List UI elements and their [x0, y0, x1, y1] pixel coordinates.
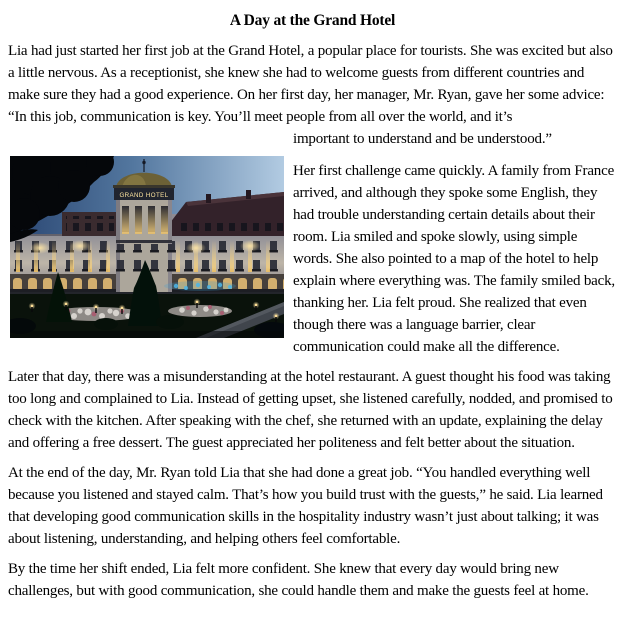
hotel-sign-text: GRAND HOTEL [119, 192, 169, 199]
paragraph-3: Later that day, there was a misunderstanding at the hotel restaurant. A guest thought his food was taking too long and complained to Lia. Instead of getting upset, she listened carefully, nodded, and promised to check with the kitchen. After speaking with the chef, she returned with an update, explaining the delay and offering a free dessert. The guest appreciated her politeness and felt better about the situation. [8, 369, 613, 451]
page-title: A Day at the Grand Hotel [229, 12, 396, 29]
photo-fountain-lights [164, 281, 236, 291]
grand-hotel-photo [10, 156, 284, 338]
figure-row [8, 156, 617, 358]
paragraph-1-wrapped-line: important to understand and be understood.” [293, 131, 552, 147]
paragraph-4: At the end of the day, Mr. Ryan told Lia that she had done a great job. “You handled everything well because you listened and stayed calm. That’s how you build trust with the guests,” he said. Lia learned that developing good communication skills in the hospitality industry wasn’t just about talking; it was about listening, understanding, and helping others feel comfortable. [8, 465, 603, 547]
paragraph-5: By the time her shift ended, Lia felt more confident. She knew that every day would bring new challenges, but with good communication, she could handle them and make the guests feel at home. [8, 561, 589, 599]
paragraph-2: Her first challenge came quickly. A family from France arrived, and although they spoke some English, they had trouble understanding certain details about their room. Lia smiled and spoke slowly, using simple words. She also pointed to a map of the hotel to help explain where everything was. The family smiled back, thanking her. Lia felt proud. She realized that even though there was a language barrier, clear communication could make all the difference. [293, 163, 615, 355]
paragraph-1: Lia had just started her first job at the Grand Hotel, a popular place for tourists. She was excited but also a little nervous. As a receptionist, she knew she had to welcome guests from different countries and make sure they had a good experience. On her first day, her manager, Mr. Ryan, gave her some advice: “In this job, communication is key. You’ll meet people from all over the world, and it’s [8, 43, 613, 125]
